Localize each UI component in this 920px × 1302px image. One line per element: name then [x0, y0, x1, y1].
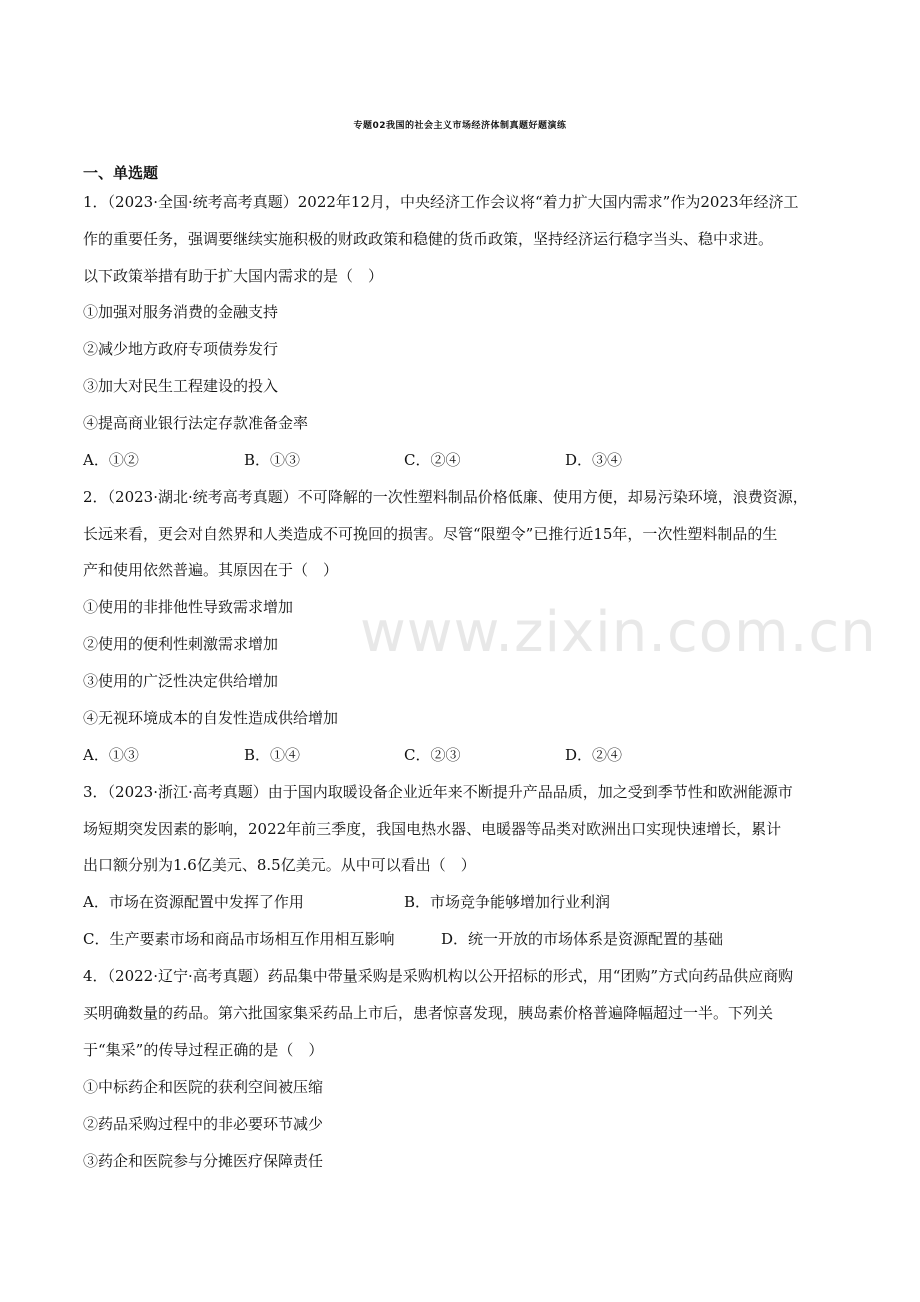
question-4-statement-1: ①中标药企和医院的获利空间被压缩 [83, 1078, 324, 1096]
question-1-option-a: A．①② [83, 451, 139, 469]
question-2-option-a: A．①③ [83, 746, 139, 764]
question-2-statement-3: ③使用的广泛性决定供给增加 [83, 672, 279, 690]
question-1-stem-line-1: 1．（2023·全国·统考高考真题）2022年12月，中央经济工作会议将“着力扩大国内需求”作为2023年经济工 [83, 193, 799, 211]
question-1-statement-4: ④提高商业银行法定存款准备金率 [83, 414, 309, 432]
question-3-option-b: B．市场竞争能够增加行业利润 [404, 893, 611, 911]
question-2-statement-4: ④无视环境成本的自发性造成供给增加 [83, 709, 339, 727]
question-2-option-b: B．①④ [244, 746, 301, 764]
question-2-statement-1: ①使用的非排他性导致需求增加 [83, 598, 294, 616]
question-4-stem-line-2: 买明确数量的药品。第六批国家集采药品上市后，患者惊喜发现，胰岛素价格普遍降幅超过一半。下列关 [83, 1004, 774, 1022]
question-2-stem-line-1: 2．（2023·湖北·统考高考真题）不可降解的一次性塑料制品价格低廉、使用方便，却易污染环境，浪费资源， [83, 488, 808, 506]
question-2-stem-line-3: 产和使用依然普遍。其原因在于（ ） [83, 561, 339, 579]
question-2-option-c: C．②③ [404, 746, 461, 764]
question-1-option-b: B．①③ [244, 451, 301, 469]
question-3-stem-line-1: 3．（2023·浙江·高考真题）由于国内取暖设备企业近年来不断提升产品品质，加之受到季节性和欧洲能源市 [83, 783, 793, 801]
question-4-stem-line-3: 于“集采”的传导过程正确的是（ ） [83, 1041, 324, 1059]
question-3-stem-line-2: 场短期突发因素的影响，2022年前三季度，我国电热水器、电暖器等品类对欧洲出口实现快速增长，累计 [83, 820, 782, 838]
question-1-stem-line-3: 以下政策举措有助于扩大国内需求的是（ ） [83, 267, 384, 285]
question-1-stem-line-2: 作的重要任务，强调要继续实施积极的财政政策和稳健的货币政策，坚持经济运行稳字当头、稳中求进。 [83, 230, 774, 248]
question-1-statement-1: ①加强对服务消费的金融支持 [83, 303, 279, 321]
question-3-option-a: A．市场在资源配置中发挥了作用 [83, 893, 304, 911]
question-3-stem-line-3: 出口额分别为1.6亿美元、8.5亿美元。从中可以看出（ ） [83, 856, 476, 874]
question-2-stem-line-2: 长远来看，更会对自然界和人类造成不可挽回的损害。尽管“限塑令”已推行近15年，一次性塑料制品的生 [83, 525, 778, 543]
question-1-statement-2: ②减少地方政府专项债券发行 [83, 340, 279, 358]
section-heading: 一、单选题 [83, 164, 159, 182]
question-3-option-d: D．统一开放的市场体系是资源配置的基础 [441, 930, 724, 948]
question-4-statement-2: ②药品采购过程中的非必要环节减少 [83, 1115, 324, 1133]
question-4-statement-3: ③药企和医院参与分摊医疗保障责任 [83, 1152, 324, 1170]
question-1-option-d: D．③④ [565, 451, 623, 469]
question-4-stem-line-1: 4．（2022·辽宁·高考真题）药品集中带量采购是采购机构以公开招标的形式，用“团购”方式向药品供应商购 [83, 967, 794, 985]
question-2-statement-2: ②使用的便利性刺激需求增加 [83, 635, 279, 653]
watermark: www.zixin.com.cn [360, 600, 877, 665]
question-3-option-c: C．生产要素市场和商品市场相互作用相互影响 [83, 930, 395, 948]
question-1-statement-3: ③加大对民生工程建设的投入 [83, 377, 279, 395]
page-title: 专题02我国的社会主义市场经济体制真题好题演练 [353, 121, 567, 131]
question-2-option-d: D．②④ [565, 746, 623, 764]
question-1-option-c: C．②④ [404, 451, 461, 469]
